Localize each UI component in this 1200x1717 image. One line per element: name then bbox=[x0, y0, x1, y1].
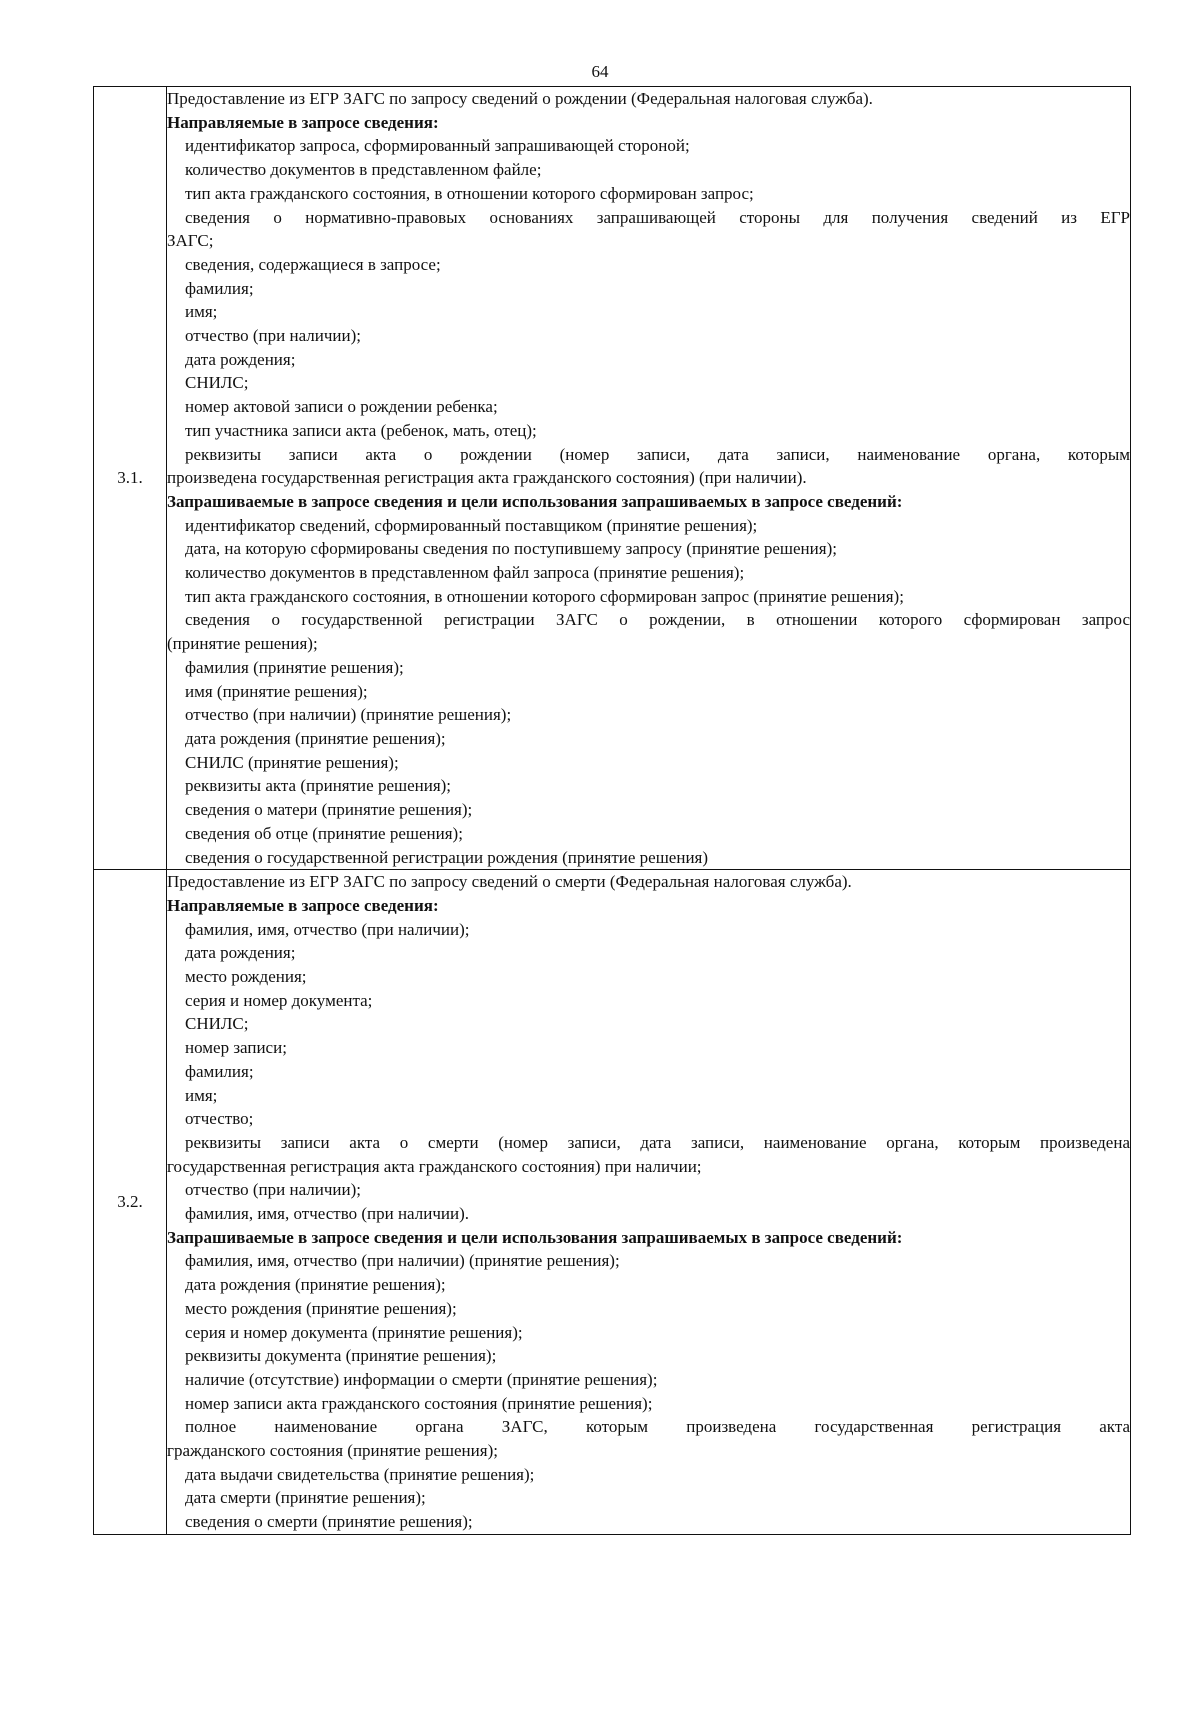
text-line: тип акта гражданского состояния, в отношении которого сформирован запрос; bbox=[185, 183, 754, 203]
text-line: фамилия, имя, отчество (при наличии). bbox=[185, 1204, 469, 1224]
text-line: дата выдачи свидетельства (принятие решения); bbox=[185, 1464, 535, 1484]
text-line: фамилия (принятие решения); bbox=[185, 657, 404, 677]
text-line: дата рождения; bbox=[185, 943, 296, 963]
text-line: наличие (отсутствие) информации о смерти (принятие решения); bbox=[185, 1369, 658, 1389]
text-line: дата рождения (принятие решения); bbox=[185, 728, 446, 748]
text-line: серия и номер документа (принятие решения); bbox=[185, 1322, 523, 1342]
section-subheading: Запрашиваемые в запросе сведения и цели использования запрашиваемых в запросе сведений: bbox=[167, 491, 903, 511]
text-line: фамилия; bbox=[185, 1061, 254, 1081]
text-line: Предоставление из ЕГР ЗАГС по запросу сведений о рождении (Федеральная налоговая служба). bbox=[167, 89, 873, 108]
text-line: номер записи; bbox=[185, 1038, 287, 1058]
text-line: сведения о матери (принятие решения); bbox=[185, 800, 473, 820]
text-line: отчество; bbox=[185, 1109, 254, 1129]
table-row bbox=[94, 870, 1131, 1535]
text-line: серия и номер документа; bbox=[185, 990, 373, 1010]
text-line: реквизиты записи акта о смерти (номер записи, дата записи, наименование органа, которым произведена bbox=[185, 1132, 1130, 1152]
text-line: реквизиты документа (принятие решения); bbox=[185, 1346, 497, 1366]
text-line: номер актовой записи о рождении ребенка; bbox=[185, 397, 498, 417]
text-line: номер записи акта гражданского состояния (принятие решения); bbox=[185, 1393, 653, 1413]
text-line: (принятие решения); bbox=[167, 634, 318, 654]
text-line: фамилия; bbox=[185, 278, 254, 298]
text-line: количество документов в представленном файл запроса (принятие решения); bbox=[185, 563, 745, 583]
page-number: 64 bbox=[591, 62, 609, 81]
document-table bbox=[93, 86, 1131, 1535]
text-line: место рождения (принятие решения); bbox=[185, 1298, 457, 1318]
text-line: сведения об отце (принятие решения); bbox=[185, 823, 463, 843]
text-line: тип участника записи акта (ребенок, мать, отец); bbox=[185, 420, 537, 440]
text-line: идентификатор сведений, сформированный поставщиком (принятие решения); bbox=[185, 515, 758, 535]
text-line: дата рождения; bbox=[185, 349, 296, 369]
text-line: идентификатор запроса, сформированный запрашивающей стороной; bbox=[185, 136, 690, 156]
section-number: 3.2. bbox=[94, 870, 167, 1535]
text-line: имя (принятие решения); bbox=[185, 681, 368, 701]
section-content bbox=[167, 87, 1131, 870]
text-line: сведения о государственной регистрации ЗАГС о рождении, в отношении которого сформирован запрос bbox=[185, 610, 1130, 630]
text-line: гражданского состояния (принятие решения); bbox=[167, 1441, 498, 1461]
text-line: фамилия, имя, отчество (при наличии) (принятие решения); bbox=[185, 1251, 620, 1271]
section-content bbox=[167, 870, 1131, 1535]
text-line: количество документов в представленном файле; bbox=[185, 160, 542, 180]
text-line: сведения, содержащиеся в запросе; bbox=[185, 254, 441, 274]
text-line: СНИЛС; bbox=[185, 373, 249, 393]
text-line: фамилия, имя, отчество (при наличии); bbox=[185, 919, 470, 939]
text-line: дата рождения (принятие решения); bbox=[185, 1275, 446, 1295]
text-line: имя; bbox=[185, 1085, 218, 1105]
text-line: ЗАГС; bbox=[167, 231, 214, 251]
text-line: место рождения; bbox=[185, 967, 307, 987]
text-line: сведения о смерти (принятие решения); bbox=[185, 1512, 473, 1532]
text-line: тип акта гражданского состояния, в отношении которого сформирован запрос (принятие решения); bbox=[185, 586, 904, 606]
text-line: государственная регистрация акта гражданского состояния) при наличии; bbox=[167, 1156, 702, 1176]
section-subheading: Запрашиваемые в запросе сведения и цели использования запрашиваемых в запросе сведений: bbox=[167, 1227, 903, 1247]
text-line: реквизиты записи акта о рождении (номер записи, дата записи, наименование органа, которым bbox=[185, 444, 1130, 464]
text-line: отчество (при наличии) (принятие решения); bbox=[185, 705, 512, 725]
text-line: Предоставление из ЕГР ЗАГС по запросу сведений о смерти (Федеральная налоговая служба). bbox=[167, 872, 852, 892]
section-subheading: Направляемые в запросе сведения: bbox=[167, 895, 439, 915]
text-line: имя; bbox=[185, 302, 218, 322]
text-line: сведения о государственной регистрации рождения (принятие решения) bbox=[185, 847, 709, 867]
section-subheading: Направляемые в запросе сведения: bbox=[167, 112, 439, 132]
text-line: реквизиты акта (принятие решения); bbox=[185, 776, 452, 796]
text-line: дата смерти (принятие решения); bbox=[185, 1488, 426, 1508]
text-line: отчество (при наличии); bbox=[185, 326, 361, 346]
text-line: полное наименование органа ЗАГС, которым произведена государственная регистрация акта bbox=[185, 1417, 1130, 1437]
text-line: дата, на которую сформированы сведения по поступившему запросу (принятие решения); bbox=[185, 539, 837, 559]
text-line: отчество (при наличии); bbox=[185, 1180, 361, 1200]
text-line: СНИЛС (принятие решения); bbox=[185, 752, 399, 772]
text-line: СНИЛС; bbox=[185, 1014, 249, 1034]
text-line: произведена государственная регистрация акта гражданского состояния) (при наличии). bbox=[167, 468, 807, 488]
table-row bbox=[94, 87, 1131, 870]
text-line: сведения о нормативно-правовых основаниях запрашивающей стороны для получения сведений из ЕГР bbox=[185, 207, 1130, 227]
section-number: 3.1. bbox=[94, 87, 167, 870]
